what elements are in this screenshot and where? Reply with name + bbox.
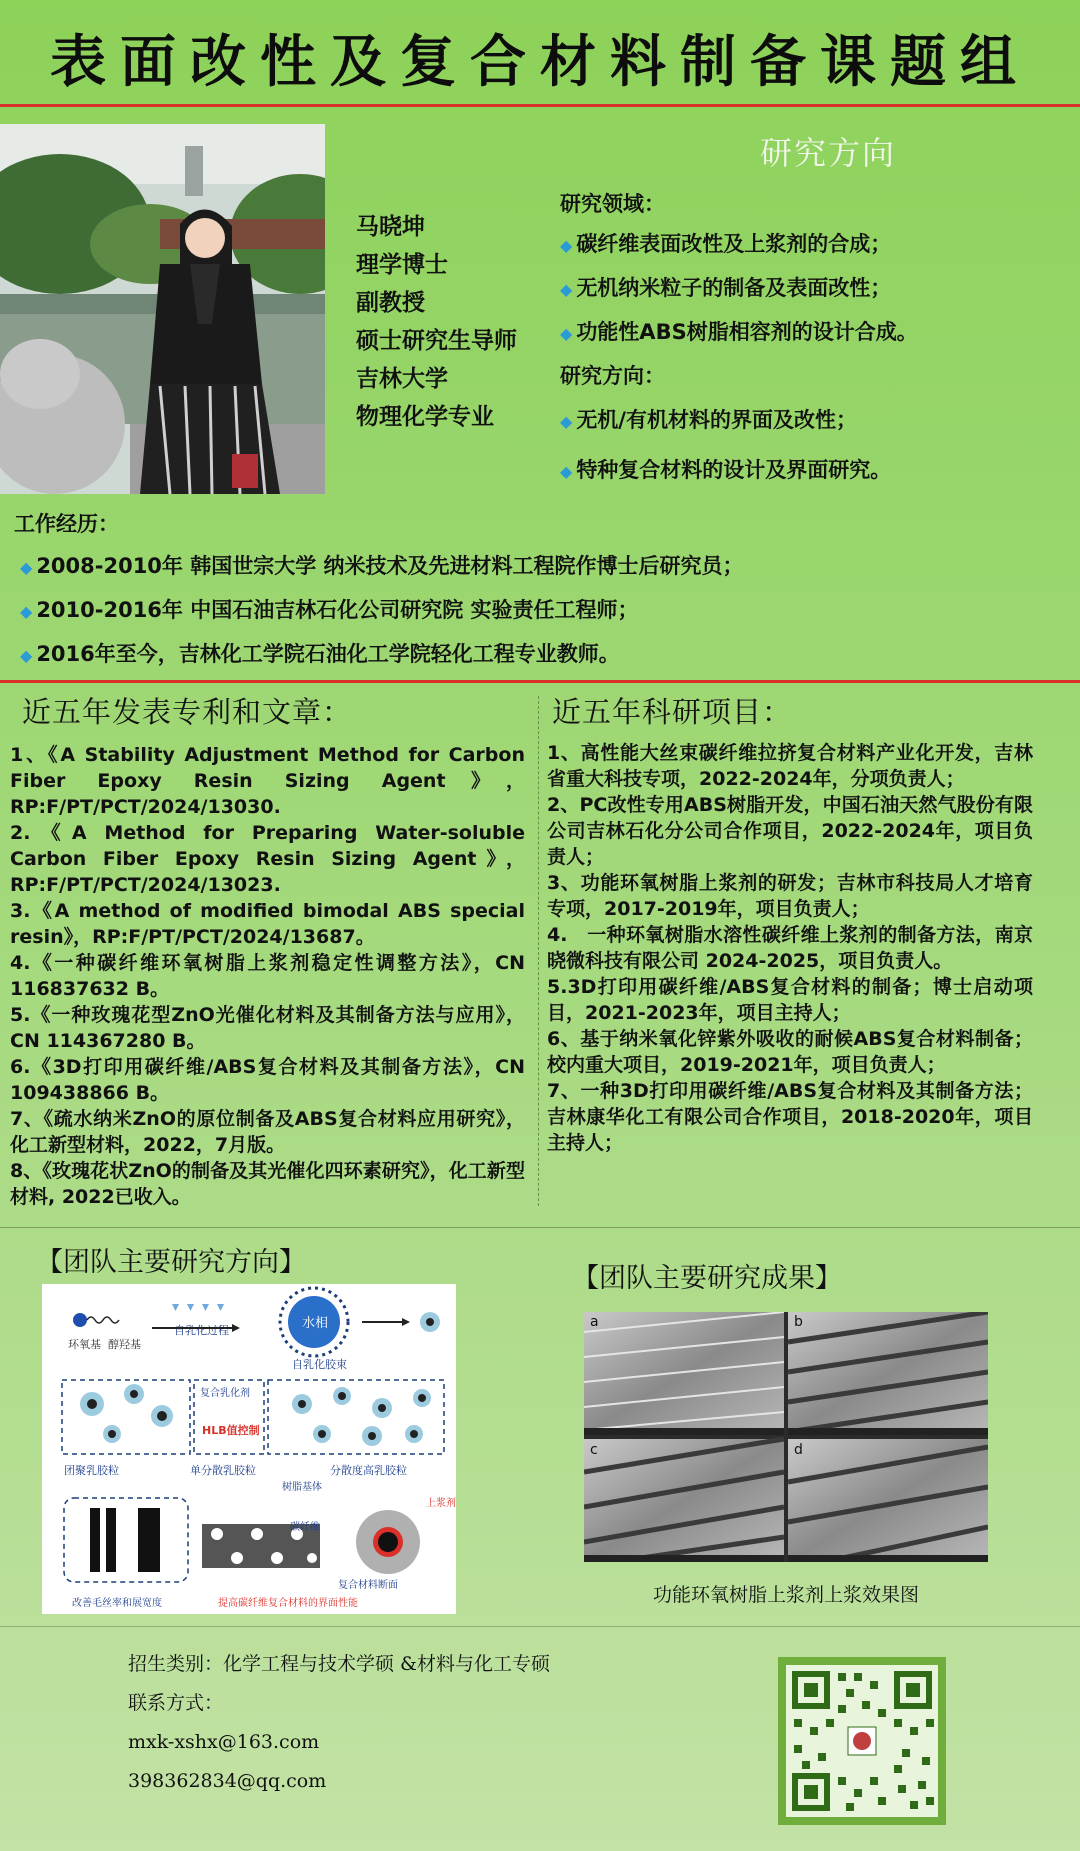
projects-title: 近五年科研项目： (552, 695, 793, 729)
field-item: ◆ 功能性ABS树脂相容剂的设计合成。 (560, 320, 918, 344)
work-item: ◆ 2008-2010年 韩国世宗大学 纳米技术及先进材料工程院作博士后研究员； (20, 554, 744, 578)
contact-label: 联系方式： (128, 1692, 224, 1714)
page-title: 表面改性及复合材料制备课题组 (50, 29, 1030, 95)
label-cross-section: 复合材料断面 (338, 1580, 398, 1591)
project-list (547, 740, 1033, 1156)
publication-list (10, 742, 525, 1210)
project-item: 3、功能环氧树脂上浆剂的研发；吉林市科技局人才培育专项，2017-2019年，项目负责人； (547, 872, 1033, 920)
direction-item: ◆ 无机/有机材料的界面及改性； (560, 408, 857, 432)
work-experience (14, 504, 1064, 676)
lower-divider (0, 1227, 1080, 1228)
label-water-phase: 水相 (302, 1316, 329, 1331)
label-sizing: 上浆剂 (426, 1498, 456, 1509)
profile-info (356, 208, 556, 436)
sem-panel-b-label: b (794, 1314, 803, 1330)
project-item: 1、高性能大丝束碳纤维拉挤复合材料产业化开发，吉林省重大科技专项，2022-2024年，分项负责人； (547, 742, 1033, 790)
bullet-diamond-icon: ◆ (560, 324, 573, 343)
sem-image-grid (584, 1312, 988, 1562)
publication-item: 3.《A method of modified bimodal ABS special resin》，RP:F/PT/PCT/2024/13687。 (10, 900, 525, 948)
profile-name: 马晓坤 (356, 214, 425, 240)
top-divider (0, 104, 1080, 107)
enrollment-category: 招生类别：化学工程与技术学硕 &材料与化工专硕 (128, 1653, 550, 1675)
direction-item: ◆ 特种复合材料的设计及界面研究。 (560, 458, 892, 482)
bullet-diamond-icon: ◆ (20, 646, 33, 665)
work-label: 工作经历： (14, 512, 119, 536)
label-hydroxyl: 醇羟基 (108, 1338, 141, 1351)
label-hlb: HLB值控制 (202, 1424, 260, 1437)
sem-panel-c (584, 1439, 784, 1562)
publication-item: 4.《一种碳纤维环氧树脂上浆剂稳定性调整方法》，CN 116837632 B。 (10, 952, 525, 1000)
profile-degree: 理学博士 (356, 252, 448, 278)
publication-item: 6.《3D打印用碳纤维/ABS复合材料及其制备方法》，CN 109438866 B。 (10, 1056, 525, 1104)
label-resin-matrix: 树脂基体 (282, 1482, 322, 1493)
label-improve-interface: 提高碳纤维复合材料的界面性能 (218, 1598, 358, 1609)
qr-code[interactable] (778, 1657, 946, 1825)
research-fields (560, 186, 1070, 492)
bullet-diamond-icon: ◆ (560, 236, 573, 255)
footer-divider (0, 1626, 1080, 1627)
field-item: ◆ 碳纤维表面改性及上浆剂的合成； (560, 232, 892, 256)
profile-role: 硕士研究生导师 (356, 328, 517, 354)
column-divider (538, 696, 539, 1206)
bullet-diamond-icon: ◆ (560, 412, 573, 431)
email-163[interactable]: mxk-xshx@163.com (128, 1731, 320, 1753)
project-item: 6、基于纳米氧化锌紫外吸收的耐候ABS复合材料制备；校内重大项目，2019-2021年，项目负责人； (547, 1028, 1033, 1076)
project-item: 7、一种3D打印用碳纤维/ABS复合材料及其制备方法；吉林康华化工有限公司合作项目，2018-2020年，项目主持人； (547, 1080, 1033, 1154)
publication-item: 2.《A Method for Preparing Water-soluble Carbon Fiber Epoxy Resin Sizing Agent》，RP:F/PT/PCT/2024/13023. (10, 822, 525, 896)
project-item: 2、PC改性专用ABS树脂开发，中国石油天然气股份有限公司吉林石化分公司合作项目，2022-2024年，项目负责人； (547, 794, 1033, 868)
profile-major: 物理化学专业 (356, 404, 494, 430)
label-improve-hair: 改善毛丝率和展宽度 (72, 1598, 162, 1609)
label-micelle: 自乳化胶束 (292, 1358, 347, 1371)
project-item: 5.3D打印用碳纤维/ABS复合材料的制备；博士启动项目，2021-2023年，项目主持人； (547, 976, 1033, 1024)
sem-panel-c-label: c (590, 1442, 598, 1458)
label-monodisperse: 单分散乳胶粒 (190, 1464, 256, 1477)
research-diagram (42, 1284, 456, 1614)
sem-panel-d (788, 1439, 988, 1562)
research-section-label: 研究方向 (760, 134, 897, 172)
label-carbon-fiber: 碳纤维 (290, 1522, 320, 1533)
team-results-title: 【团队主要研究成果】 (572, 1263, 842, 1294)
publication-item: 5.《一种玫瑰花型ZnO光催化材料及其制备方法与应用》，CN 114367280 B。 (10, 1004, 525, 1052)
publication-item: 7、《疏水纳米ZnO的原位制备及ABS复合材料应用研究》，化工新型材料，2022，7月版。 (10, 1108, 525, 1156)
work-item: ◆ 2016年至今，吉林化工学院石油化工学院轻化工程专业教师。 (20, 642, 620, 666)
sem-panel-a (584, 1312, 784, 1435)
label-self-emulsify: 自乳化过程 (174, 1324, 229, 1337)
bullet-diamond-icon: ◆ (560, 280, 573, 299)
sem-panel-b (788, 1312, 988, 1435)
team-direction-title: 【团队主要研究方向】 (36, 1247, 306, 1278)
publications-title: 近五年发表专利和文章： (22, 695, 353, 729)
sem-panel-d-label: d (794, 1442, 803, 1458)
label-aggregate: 团聚乳胶粒 (64, 1464, 119, 1477)
bullet-diamond-icon: ◆ (20, 558, 33, 577)
field-item: ◆ 无机纳米粒子的制备及表面改性； (560, 276, 892, 300)
publication-item: 8、《玫瑰花状ZnO的制备及其光催化四环素研究》，化工新型材料, 2022已收入。 (10, 1160, 525, 1208)
contact-info (128, 1645, 550, 1801)
email-qq[interactable]: 398362834@qq.com (128, 1770, 327, 1792)
publication-item: 1、《A Stability Adjustment Method for Carbon Fiber Epoxy Resin Sizing Agent》，RP:F/PT/PCT/2024/13030. (10, 744, 525, 818)
label-epoxy: 环氧基 (68, 1338, 101, 1351)
work-item: ◆ 2010-2016年 中国石油吉林石化公司研究院 实验责任工程师； (20, 598, 639, 622)
directions-label: 研究方向： (560, 364, 665, 388)
fields-label: 研究领域： (560, 192, 665, 216)
profile-title: 副教授 (356, 290, 425, 316)
middle-divider (0, 680, 1080, 683)
profile-university: 吉林大学 (356, 366, 448, 392)
sem-panel-a-label: a (590, 1314, 599, 1330)
sem-caption: 功能环氧树脂上浆剂上浆效果图 (652, 1584, 919, 1606)
project-item: 4. 一种环氧树脂水溶性碳纤维上浆剂的制备方法，南京晓微科技有限公司 2024-2025，项目负责人。 (547, 924, 1033, 972)
portrait-photo (0, 124, 325, 494)
bullet-diamond-icon: ◆ (560, 462, 573, 481)
label-polydisperse: 分散度高乳胶粒 (330, 1464, 407, 1477)
label-compound-emulsifier: 复合乳化剂 (200, 1388, 250, 1399)
bullet-diamond-icon: ◆ (20, 602, 33, 621)
